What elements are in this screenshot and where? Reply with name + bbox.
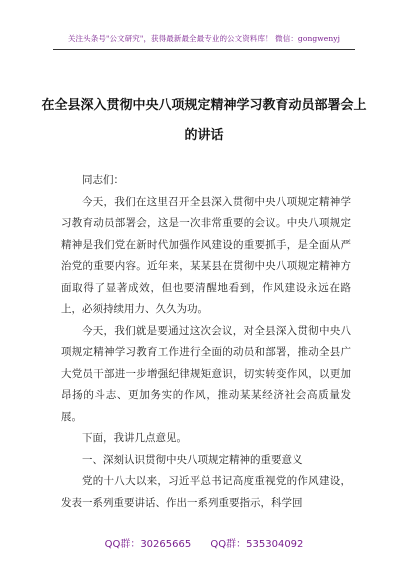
salutation: 同志们： <box>82 174 124 186</box>
header-note: 关注头条号"公文研究"，获得最新最全最专业的公文资料库！ 微信：gongwenyj <box>67 34 341 43</box>
document-title-line-2: 的讲话 <box>184 128 224 143</box>
document-title-line-1: 在全县深入贯彻中央八项规定精神学习教育动员部署会上 <box>41 98 367 113</box>
body-paragraph: 党的十八大以来，习近平总书记高度重视党的作风建设，发表一系列重要讲话、作出一系列重要指示，科学回 <box>61 475 351 509</box>
header-divider <box>53 49 355 50</box>
footer-qq-group-1: QQ群：30265665 <box>104 539 192 550</box>
section-heading: 一、深刻认识贯彻中央八项规定精神的重要意义 <box>82 453 303 466</box>
body-paragraph: 今天，我们在这里召开全县深入贯彻中央八项规定精神学习教育动员部署会，这是一次非常重要的会议。中央八项规定精神是我们党在新时代加强作风建设的重要抓手，是全面从严治党的重要内容。近年来，某某县在贯彻中央八项规定精神方面取得了显著成效，但也要清醒地看到，作风建设永远在路上，必须持续用力、久久为功。 <box>61 195 351 315</box>
body-paragraph: 今天，我们就是要通过这次会议，对全县深入贯彻中央八项规定精神学习教育工作进行全面的动员和部署，推动全县广大党员干部进一步增强纪律规矩意识，切实转变作风，以更加昂扬的斗志、更加务实的作风，推动某某经济社会高质量发展。 <box>61 324 351 423</box>
document-body <box>61 170 351 514</box>
body-paragraph: 下面，我讲几点意见。 <box>82 432 187 444</box>
footer-qq-group-2: QQ群：535304092 <box>210 539 304 550</box>
footer-contacts <box>0 535 408 550</box>
